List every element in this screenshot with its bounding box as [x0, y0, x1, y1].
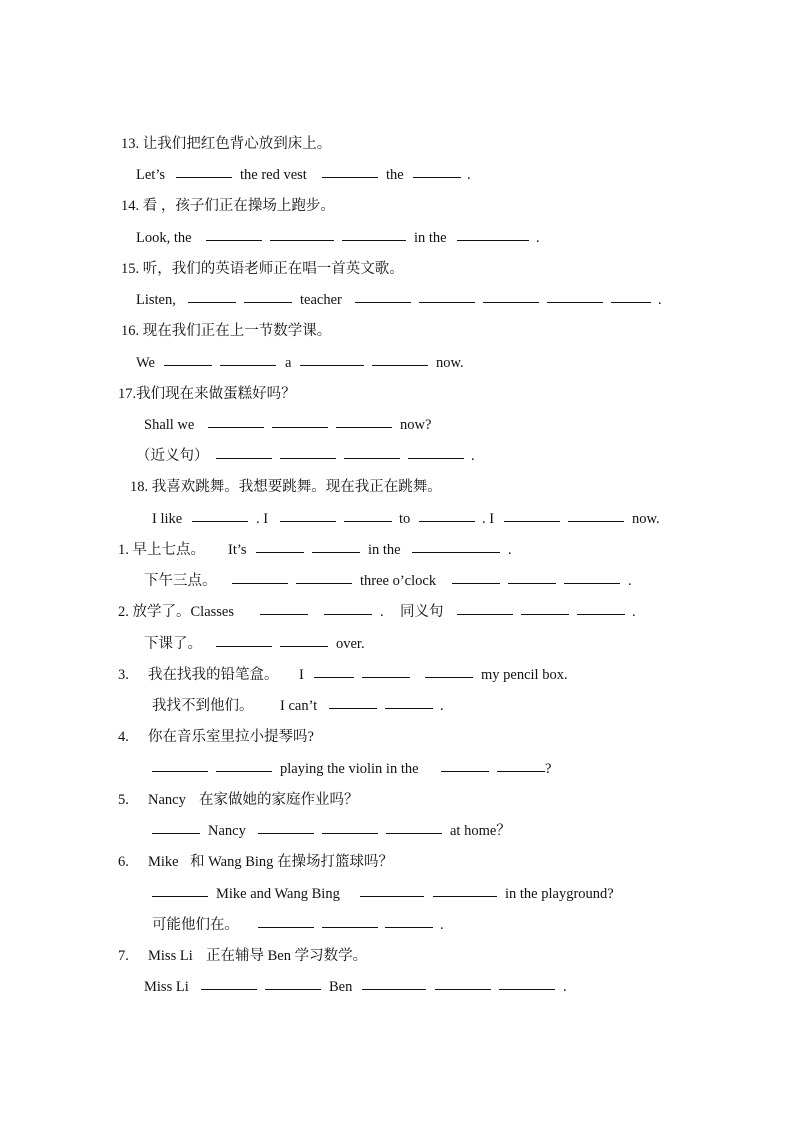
answer-text: Let’s — [136, 167, 165, 183]
answer-text: Ben — [329, 979, 353, 995]
answer-text: in the — [414, 230, 447, 246]
phrase-2-answer-line — [0, 634, 793, 654]
answer-text: Listen, — [136, 292, 176, 308]
answer-blank[interactable] — [300, 353, 364, 366]
prompt-text: 16. 现在我们正在上一节数学课。 — [121, 323, 332, 339]
answer-blank[interactable] — [497, 759, 545, 772]
answer-blank[interactable] — [611, 290, 651, 303]
answer-blank[interactable] — [188, 290, 236, 303]
answer-blank[interactable] — [256, 540, 304, 553]
answer-text: three o’clock — [360, 573, 437, 589]
phrase-4-answer-line — [0, 759, 793, 779]
answer-text: . — [471, 448, 475, 464]
answer-text: Shall we — [144, 417, 195, 433]
answer-blank[interactable] — [408, 446, 464, 459]
answer-blank[interactable] — [508, 571, 556, 584]
answer-blank[interactable] — [564, 571, 620, 584]
answer-text: I like — [152, 511, 183, 527]
answer-blank[interactable] — [270, 228, 334, 241]
answer-text: . I — [256, 511, 269, 527]
prompt-text: 14. 看 ，孩子们正在操场上跑步。 — [121, 198, 335, 214]
answer-text: I can’t — [280, 698, 318, 714]
answer-blank[interactable] — [192, 509, 248, 522]
answer-text: . I — [482, 511, 495, 527]
answer-text: at home？ — [450, 823, 511, 839]
answer-blank[interactable] — [435, 977, 491, 990]
answer-blank[interactable] — [216, 446, 272, 459]
question-17-answer-line — [0, 415, 793, 435]
answer-blank[interactable] — [258, 821, 314, 834]
answer-blank[interactable] — [314, 665, 354, 678]
answer-text: ? — [545, 761, 552, 777]
answer-blank[interactable] — [258, 915, 314, 928]
phrase-2-line — [0, 602, 793, 622]
answer-blank[interactable] — [441, 759, 489, 772]
answer-blank[interactable] — [152, 884, 208, 897]
prompt-text: 在家做她的家庭作业吗？ — [199, 792, 359, 808]
prompt-text: 15. 听，我们的英语老师正在唱一首英文歌。 — [121, 261, 404, 277]
answer-blank[interactable] — [344, 446, 400, 459]
answer-blank[interactable] — [362, 665, 410, 678]
question-15-prompt — [0, 259, 793, 279]
phrase-4-line — [0, 727, 793, 747]
synonym-label: （近义句） — [136, 448, 209, 464]
answer-blank[interactable] — [272, 415, 328, 428]
answer-blank[interactable] — [452, 571, 500, 584]
prompt-text: 17.我们现在来做蛋糕好吗？ — [118, 386, 296, 402]
answer-text: in the — [368, 542, 401, 558]
answer-blank[interactable] — [220, 353, 276, 366]
answer-text: now. — [632, 511, 660, 527]
question-13-answer-line — [0, 165, 793, 185]
answer-text: a — [285, 355, 292, 371]
prompt-text: 和 Wang Bing 在操场打篮球吗？ — [190, 854, 394, 870]
answer-blank[interactable] — [322, 915, 378, 928]
answer-text: now? — [400, 417, 432, 433]
answer-blank[interactable] — [216, 634, 272, 647]
answer-blank[interactable] — [152, 821, 200, 834]
answer-blank[interactable] — [419, 509, 475, 522]
answer-text: . — [467, 167, 471, 183]
prompt-text: 可能他们在。 — [152, 917, 239, 933]
prompt-text: 你在音乐室里拉小提琴吗? — [148, 729, 314, 745]
answer-blank[interactable] — [577, 602, 625, 615]
answer-blank[interactable] — [385, 915, 433, 928]
synonym-label: 同义句 — [400, 604, 444, 620]
phrase-7-answer-line — [0, 977, 793, 997]
question-15-answer-line — [0, 290, 793, 310]
answer-text: . — [380, 604, 384, 620]
answer-blank[interactable] — [329, 696, 377, 709]
item-number: 6. — [118, 854, 129, 870]
prompt-text: 1. 早上七点。 — [118, 542, 205, 558]
prompt-text: 我在找我的铅笔盒。 — [148, 667, 279, 683]
answer-text: . — [563, 979, 567, 995]
answer-blank[interactable] — [322, 165, 378, 178]
answer-blank[interactable] — [412, 540, 500, 553]
answer-text: Miss Li — [144, 979, 189, 995]
answer-text: Look, the — [136, 230, 192, 246]
phrase-5-line — [0, 790, 793, 810]
answer-text: It’s — [228, 542, 247, 558]
answer-blank[interactable] — [457, 602, 513, 615]
answer-text: . — [658, 292, 662, 308]
answer-blank[interactable] — [244, 290, 292, 303]
answer-blank[interactable] — [483, 290, 539, 303]
question-17-synonym-line — [0, 446, 793, 466]
answer-blank[interactable] — [208, 415, 264, 428]
answer-blank[interactable] — [504, 509, 560, 522]
answer-text: now. — [436, 355, 464, 371]
answer-text: I — [299, 667, 304, 683]
question-18-answer-line — [0, 509, 793, 529]
answer-blank[interactable] — [232, 571, 288, 584]
prompt-text: 正在辅导 Ben 学习数学。 — [206, 948, 368, 964]
prompt-text: 13. 让我们把红色背心放到床上。 — [121, 136, 332, 152]
prompt-text: Nancy — [148, 792, 186, 808]
answer-blank[interactable] — [152, 759, 208, 772]
item-number: 7. — [118, 948, 129, 964]
answer-blank[interactable] — [342, 228, 406, 241]
phrase-6-answer-line — [0, 884, 793, 904]
answer-text: over. — [336, 636, 365, 652]
answer-blank[interactable] — [324, 602, 372, 615]
phrase-7-line — [0, 946, 793, 966]
answer-blank[interactable] — [362, 977, 426, 990]
prompt-text: 下午三点。 — [144, 573, 217, 589]
phrase-6-line — [0, 852, 793, 872]
answer-text: . — [536, 230, 540, 246]
answer-text: playing the violin in the — [280, 761, 419, 777]
answer-text: We — [136, 355, 155, 371]
answer-blank[interactable] — [260, 602, 308, 615]
answer-blank[interactable] — [344, 509, 392, 522]
answer-blank[interactable] — [413, 165, 461, 178]
answer-blank[interactable] — [206, 228, 262, 241]
answer-blank[interactable] — [280, 509, 336, 522]
answer-blank[interactable] — [280, 634, 328, 647]
answer-blank[interactable] — [280, 446, 336, 459]
answer-blank[interactable] — [386, 821, 442, 834]
phrase-3-line — [0, 665, 793, 685]
answer-text: in the playground? — [505, 886, 614, 902]
question-16-answer-line — [0, 353, 793, 373]
answer-blank[interactable] — [385, 696, 433, 709]
answer-blank[interactable] — [457, 228, 529, 241]
prompt-text: 18. 我喜欢跳舞。我想要跳舞。现在我正在跳舞。 — [130, 479, 442, 495]
question-16-prompt — [0, 321, 793, 341]
answer-text: teacher — [300, 292, 342, 308]
item-number: 5. — [118, 792, 129, 808]
question-14-prompt — [0, 196, 793, 216]
answer-blank[interactable] — [372, 353, 428, 366]
answer-text: Nancy — [208, 823, 246, 839]
answer-text: to — [399, 511, 411, 527]
item-number: 3. — [118, 667, 129, 683]
answer-blank[interactable] — [547, 290, 603, 303]
answer-blank[interactable] — [360, 884, 424, 897]
answer-text: the red vest — [240, 167, 307, 183]
question-13-prompt — [0, 134, 793, 154]
answer-text: Mike and Wang Bing — [216, 886, 340, 902]
answer-blank[interactable] — [499, 977, 555, 990]
answer-blank[interactable] — [312, 540, 360, 553]
answer-blank[interactable] — [355, 290, 411, 303]
answer-text: . — [628, 573, 632, 589]
answer-text: . — [508, 542, 512, 558]
answer-blank[interactable] — [521, 602, 569, 615]
prompt-text: 我找不到他们。 — [152, 698, 254, 714]
answer-blank[interactable] — [419, 290, 475, 303]
phrase-1-line — [0, 540, 793, 560]
item-number: 4. — [118, 729, 129, 745]
answer-blank[interactable] — [164, 353, 212, 366]
phrase-3-answer-line — [0, 696, 793, 716]
answer-blank[interactable] — [216, 759, 272, 772]
answer-blank[interactable] — [296, 571, 352, 584]
question-17-prompt — [0, 384, 793, 404]
phrase-1-answer-line — [0, 571, 793, 591]
answer-blank[interactable] — [568, 509, 624, 522]
answer-text: . — [632, 604, 636, 620]
question-18-prompt — [0, 477, 793, 497]
prompt-text: Mike — [148, 854, 179, 870]
answer-blank[interactable] — [425, 665, 473, 678]
question-14-answer-line — [0, 228, 793, 248]
prompt-text: 下课了。 — [144, 636, 202, 652]
answer-text: . — [440, 698, 444, 714]
answer-blank[interactable] — [322, 821, 378, 834]
answer-blank[interactable] — [433, 884, 497, 897]
answer-text: my pencil box. — [481, 667, 568, 683]
answer-text: . — [440, 917, 444, 933]
answer-blank[interactable] — [336, 415, 392, 428]
answer-blank[interactable] — [176, 165, 232, 178]
answer-blank[interactable] — [201, 977, 257, 990]
prompt-text: 2. 放学了。Classes — [118, 604, 234, 620]
answer-blank[interactable] — [265, 977, 321, 990]
answer-text: the — [386, 167, 404, 183]
phrase-5-answer-line — [0, 821, 793, 841]
prompt-text: Miss Li — [148, 948, 193, 964]
phrase-6-reply-line — [0, 915, 793, 935]
